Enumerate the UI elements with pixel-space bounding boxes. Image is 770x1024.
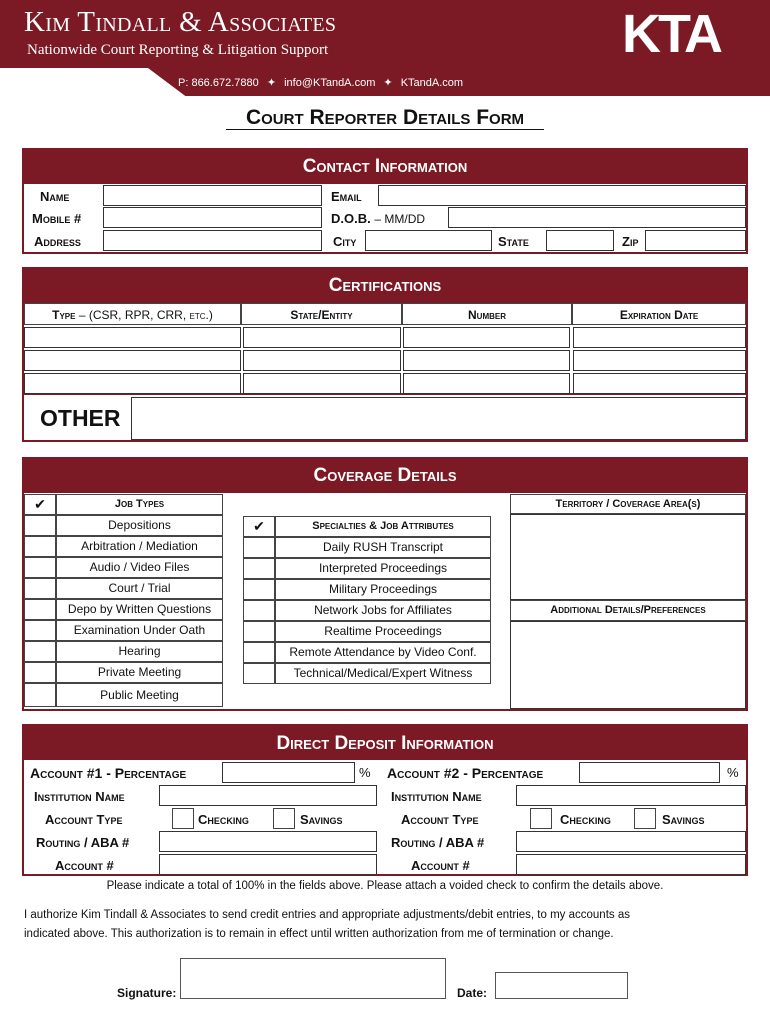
account2-savings-checkbox[interactable] [634,808,656,829]
account1-checking-label: Checking [198,812,249,827]
account1-percentage-label: Account #1 - Percentage [30,765,187,781]
specialty-label: Remote Attendance by Video Conf. [275,642,491,663]
specialty-label: Daily RUSH Transcript [275,537,491,558]
cert-row-1-expiration[interactable] [573,327,746,348]
specialty-label: Technical/Medical/Expert Witness [275,663,491,684]
account2-routing-label: Routing / ABA # [391,835,485,850]
specialty-checkbox[interactable] [243,558,275,579]
job-type-checkbox[interactable] [24,536,56,557]
dob-label-text: D.O.B. [331,211,371,226]
contact-section-title: Contact Information [22,148,748,184]
job-type-checkbox[interactable] [24,662,56,683]
cert-type-label: Type [52,308,76,322]
job-type-label: Hearing [56,641,223,662]
mobile-label: Mobile # [32,211,82,226]
specialty-checkbox[interactable] [243,537,275,558]
email-link[interactable]: info@KTandA.com [284,77,376,89]
specialty-checkbox[interactable] [243,579,275,600]
specialties-check-header: ✔ [243,516,275,537]
account2-checking-label: Checking [560,812,611,827]
account1-type-label: Account Type [45,812,123,827]
account1-savings-checkbox[interactable] [273,808,295,829]
dob-field[interactable] [448,207,746,228]
phone-text: P: 866.672.7880 [178,77,259,89]
authorization-line-2: indicated above. This authorization is to remain in effect until written authorization from me of termination or change. [24,928,614,940]
cert-row-3-type[interactable] [24,373,241,394]
additional-details-header: Additional Details/Preferences [510,600,746,621]
account1-savings-label: Savings [300,812,343,827]
cert-row-3-state[interactable] [243,373,401,394]
title-underline [226,129,544,130]
cert-row-2-state[interactable] [243,350,401,371]
job-types-header: Job Types [56,494,223,515]
signature-label: Signature: [117,986,177,1000]
territory-header: Territory / Coverage Area(s) [510,494,746,514]
account2-institution-label: Institution Name [391,789,482,804]
specialty-label: Interpreted Proceedings [275,558,491,579]
cert-number-header: Number [402,303,572,325]
account2-percentage-field[interactable] [579,762,720,783]
specialty-checkbox[interactable] [243,663,275,684]
dob-label [331,211,425,226]
signature-field[interactable] [180,958,446,999]
deposit-section-title: Direct Deposit Information [22,724,748,760]
cert-row-1-state[interactable] [243,327,401,348]
account2-percentage-label: Account #2 - Percentage [387,765,544,781]
account1-routing-label: Routing / ABA # [36,835,130,850]
cert-type-hint: – (CSR, RPR, CRR, etc.) [78,308,213,322]
account2-routing-field[interactable] [516,831,746,852]
state-label: State [498,234,529,249]
job-type-label: Audio / Video Files [56,557,223,578]
account2-type-label: Account Type [401,812,479,827]
address-field[interactable] [103,230,322,251]
account1-percentage-field[interactable] [222,762,355,783]
cert-row-2-type[interactable] [24,350,241,371]
additional-details-field[interactable] [510,621,746,709]
job-type-checkbox[interactable] [24,683,56,707]
cert-expiration-header: Expiration Date [572,303,746,325]
cert-state-entity-header: State/Entity [241,303,402,325]
job-type-label: Public Meeting [56,683,223,707]
separator-icon: ✦ [266,77,277,89]
job-type-checkbox[interactable] [24,515,56,536]
cert-row-2-number[interactable] [403,350,570,371]
job-type-checkbox[interactable] [24,599,56,620]
account1-routing-field[interactable] [159,831,377,852]
zip-label: Zip [622,234,639,249]
specialty-checkbox[interactable] [243,600,275,621]
header-contact-line [178,76,463,89]
cert-type-header [24,303,241,325]
account2-number-field[interactable] [516,854,746,875]
account2-number-label: Account # [411,858,470,873]
job-type-label: Depositions [56,515,223,536]
dob-hint: – MM/DD [374,212,426,226]
email-label: Email [331,189,362,204]
authorization-line-1: I authorize Kim Tindall & Associates to send credit entries and appropriate adjustments/debit entries, to my accounts as [24,909,630,921]
job-type-checkbox[interactable] [24,578,56,599]
account2-percent-sign: % [727,765,739,780]
account2-checking-checkbox[interactable] [530,808,552,829]
other-label: OTHER [40,405,121,431]
city-field[interactable] [365,230,492,251]
kta-logo: KTA [622,4,720,64]
coverage-section-title: Coverage Details [22,457,748,493]
separator-icon: ✦ [383,77,393,89]
job-type-label: Court / Trial [56,578,223,599]
address-label: Address [34,234,81,249]
territory-field[interactable] [510,514,746,600]
other-field[interactable] [131,397,746,440]
cert-row-2-expiration[interactable] [573,350,746,371]
cert-row-1-type[interactable] [24,327,241,348]
account1-number-field[interactable] [159,854,377,875]
cert-row-1-number[interactable] [403,327,570,348]
certifications-section-title: Certifications [22,267,748,303]
job-type-checkbox[interactable] [24,557,56,578]
form-title: Court Reporter Details Form [245,106,525,129]
account1-number-label: Account # [55,858,114,873]
cert-row-3-expiration[interactable] [573,373,746,394]
website-link[interactable]: KTandA.com [400,77,464,89]
zip-field[interactable] [645,230,746,251]
email-field[interactable] [378,185,746,206]
job-type-label: Depo by Written Questions [56,599,223,620]
mobile-field[interactable] [103,207,322,228]
account1-institution-label: Institution Name [34,789,125,804]
specialty-label: Realtime Proceedings [275,621,491,642]
cert-row-3-number[interactable] [403,373,570,394]
date-label: Date: [457,986,488,1000]
deposit-note: Please indicate a total of 100% in the fields above. Please attach a voided check to confirm the details above. [106,880,664,892]
job-types-check-header: ✔ [24,494,56,515]
specialty-checkbox[interactable] [243,642,275,663]
name-field[interactable] [103,185,322,206]
job-type-label: Private Meeting [56,662,223,683]
company-name: Kim Tindall & Associates [24,6,337,38]
account1-institution-field[interactable] [159,785,377,806]
account1-checking-checkbox[interactable] [172,808,194,829]
company-tagline: Nationwide Court Reporting & Litigation Support [27,42,329,58]
job-type-checkbox[interactable] [24,641,56,662]
account2-institution-field[interactable] [516,785,746,806]
city-label: City [333,234,357,249]
state-field[interactable] [546,230,614,251]
specialty-checkbox[interactable] [243,621,275,642]
job-type-checkbox[interactable] [24,620,56,641]
name-label: Name [40,189,70,204]
date-field[interactable] [495,972,628,999]
account1-percent-sign: % [359,765,371,780]
specialty-label: Network Jobs for Affiliates [275,600,491,621]
job-type-label: Examination Under Oath [56,620,223,641]
account2-savings-label: Savings [662,812,705,827]
specialty-label: Military Proceedings [275,579,491,600]
job-type-label: Arbitration / Mediation [56,536,223,557]
specialties-header: Specialties & Job Attributes [275,516,491,537]
